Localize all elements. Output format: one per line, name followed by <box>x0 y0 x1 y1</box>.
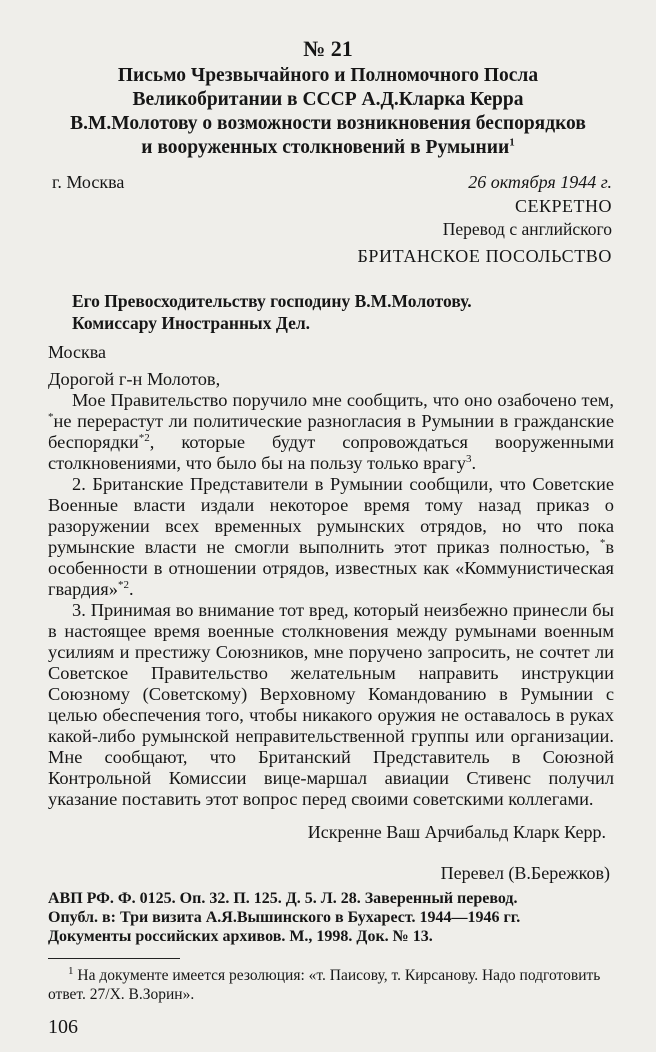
title-footnote-mark: 1 <box>509 136 515 149</box>
document-title <box>0 64 656 160</box>
archive-reference <box>48 889 628 946</box>
city: Москва <box>48 342 106 362</box>
archive-line: Опубл. в: Три визита А.Я.Вышинского в Бухарест. 1944—1946 гг. <box>48 909 521 926</box>
classification-stamp: СЕКРЕТНО <box>514 196 612 216</box>
title-line: Письмо Чрезвычайного и Полномочного Посла <box>117 65 539 86</box>
document-number: № 21 <box>303 36 353 61</box>
addressee <box>72 290 472 334</box>
footnote-mark: 1 <box>68 964 74 977</box>
addressee-line: Комиссару Иностранных Дел. <box>72 313 311 333</box>
title-line: В.М.Молотову о возможности возникновения беспорядков <box>70 113 586 134</box>
title-line: Великобритании в СССР А.Д.Кларка Керра <box>132 89 524 110</box>
paragraph-1: Мое Правительство поручило мне сообщить, что оно озабочено тем, *не перерастут ли политические разногласия в Румынии в гражданские беспорядки$^{*2}$, которые будут сопровождаться вооруженными столкновениями, что было бы на пользу только врагу$^3$. <box>48 390 614 473</box>
archive-line: Документы российских архивов. М., 1998. Док. № 13. <box>48 928 433 945</box>
sender-heading: БРИТАНСКОЕ ПОСОЛЬСТВО <box>357 246 612 266</box>
footnote-divider <box>48 958 180 959</box>
date: 26 октября 1944 г. <box>468 172 612 192</box>
footnote: $^1$ На документе имеется резолюция: «т. Паисову, т. Кирсанову. Надо подготовить ответ. 27/X. В.Зорин». <box>48 964 601 1003</box>
paragraph-3: 3. Принимая во внимание тот вред, который неизбежно принесли бы в настоящее время военные столкновения между румынами военным усилиям и престижу Союзников, мне поручено запросить, не сочтет ли Советское Правительство желательным направить инструкции Союзному (Советскому) Верховному Командованию в Румынии с целью обеспечения того, чтобы никакого оружия не оставалось в руках какой-либо румынской неправительственной группы или организации. Мне сообщают, что Британский Представитель в Союзной Контрольной Комиссии вице-маршал авиации Стивенс получил указание поставить этот вопрос перед своими советскими коллегами. <box>48 600 614 809</box>
signature: Искренне Ваш Арчибальд Кларк Керр. <box>307 822 606 842</box>
translator-line: Перевел (В.Бережков) <box>440 863 610 883</box>
title-line: и вооруженных столкновений в Румынии$^1$ <box>141 136 515 158</box>
archive-line: АВП РФ. Ф. 0125. Оп. 32. П. 125. Д. 5. Л. 28. Заверенный перевод. <box>48 890 518 907</box>
place: г. Москва <box>52 172 125 192</box>
addressee-line: Его Превосходительству господину В.М.Молотову. <box>72 291 472 311</box>
translation-note: Перевод с английского <box>442 219 612 239</box>
letter-body <box>48 369 614 810</box>
page-number: 106 <box>48 1016 78 1038</box>
paragraph-2: 2. Британские Представители в Румынии сообщили, что Советские Военные власти издали некоторое время тому назад приказ о разоружении всех временных румынских отрядов, но что пока румынские власти не смогли выполнить этот приказ полностью, *в особенности в отношении отрядов, известных как «Коммунистическая гвардия»$^{*2}$. <box>48 474 614 599</box>
salutation: Дорогой г-н Молотов, <box>48 369 221 389</box>
